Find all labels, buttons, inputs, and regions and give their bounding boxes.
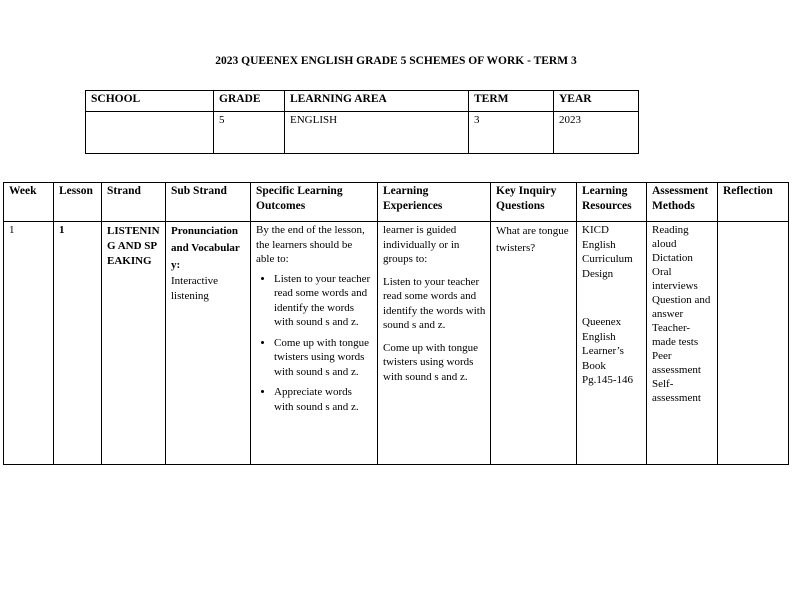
sub-strand-detail: Interactive listening bbox=[171, 275, 219, 302]
scheme-header-row bbox=[4, 183, 789, 222]
week-header: Week bbox=[4, 183, 54, 222]
resource-item: KICD English Curriculum Design bbox=[582, 224, 633, 280]
slo-list bbox=[256, 272, 373, 415]
year-value: 2023 bbox=[554, 112, 639, 154]
slo-intro: By the end of the lesson, the learners should be able to: bbox=[256, 224, 365, 265]
assessment-item: Dictation bbox=[652, 252, 693, 264]
assessment-header: Assessment Methods bbox=[647, 183, 718, 222]
kiq-cell bbox=[491, 222, 577, 465]
experience-paragraph: Listen to your teacher read some words and identify the words with sound s and z. bbox=[383, 275, 486, 331]
resources-header: Learning Resources bbox=[577, 183, 647, 222]
year-header: YEAR bbox=[554, 91, 639, 112]
term-value: 3 bbox=[469, 112, 554, 154]
table-row bbox=[4, 222, 789, 465]
assessment-item: Peer assessment bbox=[652, 350, 701, 376]
list-item: • Come up with tongue twisters using words with sound s and z. bbox=[274, 336, 373, 380]
kiq-text: What are tongue twisters? bbox=[496, 225, 569, 254]
grade-header: GRADE bbox=[214, 91, 285, 112]
info-value-row bbox=[86, 112, 639, 154]
slo-cell bbox=[251, 222, 378, 465]
strand-cell bbox=[102, 222, 166, 465]
resources-cell bbox=[577, 222, 647, 465]
list-item: • Listen to your teacher read some words and identify the words with sound s and z. bbox=[274, 272, 373, 330]
resource-item: Queenex English Learner’s Book Pg.145-146 bbox=[582, 316, 634, 386]
experience-paragraph: learner is guided individually or in groups to: bbox=[383, 224, 460, 265]
school-value bbox=[86, 112, 214, 154]
assessment-item: Self-assessment bbox=[652, 378, 701, 404]
reflection-header: Reflection bbox=[718, 183, 789, 222]
experience-paragraph: Come up with tongue twisters using words with sound s and z. bbox=[383, 341, 479, 383]
sub-strand-title: Pronunciation and Vocabulary: bbox=[171, 225, 240, 271]
sub-strand-header: Sub Strand bbox=[166, 183, 251, 222]
reflection-cell bbox=[718, 222, 789, 465]
experiences-header: Learning Experiences bbox=[378, 183, 491, 222]
grade-value: 5 bbox=[214, 112, 285, 154]
assessment-item: Question and answer bbox=[652, 294, 711, 320]
sub-strand-cell bbox=[166, 222, 251, 465]
kiq-header: Key Inquiry Questions bbox=[491, 183, 577, 222]
experiences-cell bbox=[378, 222, 491, 465]
strand-header: Strand bbox=[102, 183, 166, 222]
strand-text: LISTENING AND SPEAKING bbox=[107, 225, 160, 267]
week-cell: 1 bbox=[4, 222, 54, 465]
assessment-item: Reading aloud bbox=[652, 224, 689, 250]
info-header-row bbox=[86, 91, 639, 112]
school-header: SCHOOL bbox=[86, 91, 214, 112]
list-item: • Appreciate words with sound s and z. bbox=[274, 385, 373, 414]
learning-area-header: LEARNING AREA bbox=[285, 91, 469, 112]
assessment-item: Oral interviews bbox=[652, 266, 698, 292]
assessment-cell bbox=[647, 222, 718, 465]
resource-spacer bbox=[582, 281, 642, 315]
learning-area-value: ENGLISH bbox=[285, 112, 469, 154]
lesson-header: Lesson bbox=[54, 183, 102, 222]
term-header: TERM bbox=[469, 91, 554, 112]
scheme-of-work-table bbox=[3, 182, 789, 465]
lesson-cell: 1 bbox=[54, 222, 102, 465]
document-title: 2023 QUEENEX ENGLISH GRADE 5 SCHEMES OF WORK - TERM 3 bbox=[215, 55, 577, 67]
assessment-item: Teacher-made tests bbox=[652, 322, 699, 348]
slo-header: Specific Learning Outcomes bbox=[251, 183, 378, 222]
school-info-table bbox=[85, 90, 639, 154]
